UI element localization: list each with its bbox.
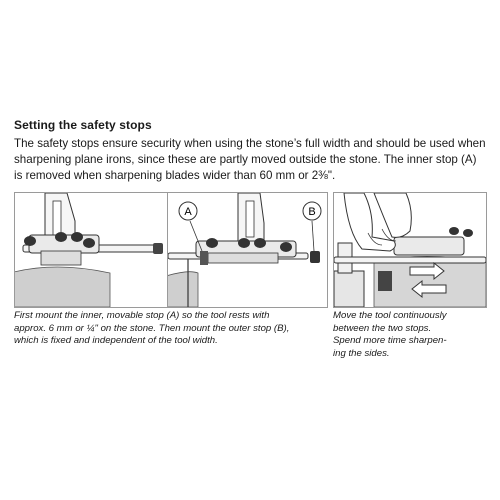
section-heading: Setting the safety stops: [14, 118, 152, 132]
caption-line: Spend more time sharpen-: [333, 335, 447, 347]
intro-line: is removed when sharpening blades wider than 60 mm or 2⅜".: [14, 169, 336, 182]
illustration-move-tool: [333, 192, 487, 308]
caption-line: which is fixed and independent of the tool width.: [14, 335, 218, 347]
intro-line: sharpening plane irons, since these are partly moved outside the stone. The inner stop (A): [14, 153, 477, 166]
illustration-mount-outer-stop: [167, 192, 328, 308]
illustration-mount-inner-stop: [14, 192, 168, 308]
caption-mount-stops: [14, 310, 324, 348]
caption-line: between the two stops.: [333, 322, 432, 334]
callout-a-label: A: [184, 206, 192, 218]
caption-line: ing the sides.: [333, 347, 390, 359]
caption-move-tool: [333, 310, 493, 360]
caption-line: Move the tool continuously: [333, 310, 447, 321]
caption-line: approx. 6 mm or ¼" on the stone. Then mount the outer stop (B),: [14, 322, 290, 334]
callout-b-label: B: [308, 206, 316, 218]
caption-line: First mount the inner, movable stop (A) so the tool rests with: [14, 310, 270, 321]
intro-paragraph: [14, 136, 492, 184]
intro-line: The safety stops ensure security when using the stone’s full width and should be used when: [14, 137, 486, 150]
